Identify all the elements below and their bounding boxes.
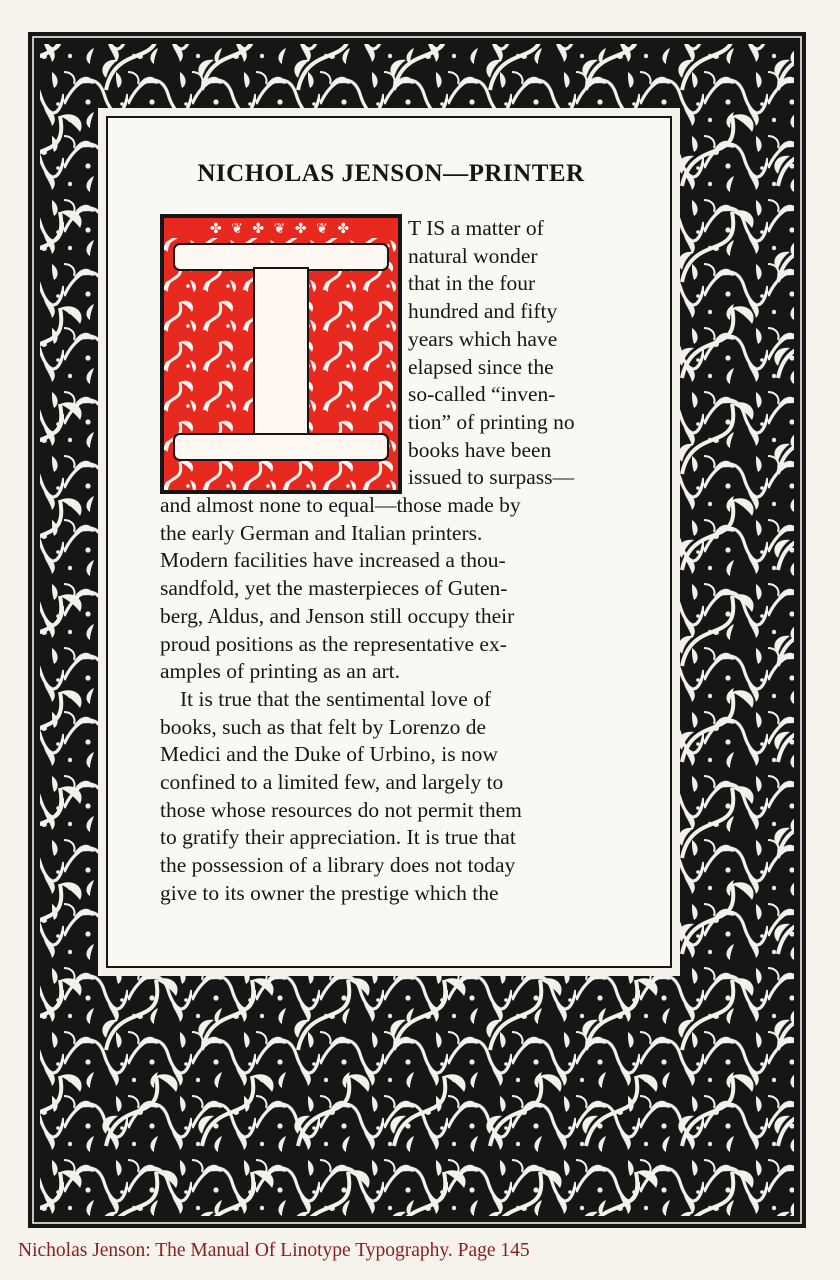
text-line: that in the four <box>408 271 536 296</box>
text-line: give to its owner the prestige which the <box>160 880 499 905</box>
text-line: the possession of a library does not today <box>160 853 516 878</box>
text-panel <box>106 116 672 968</box>
page-caption: Nicholas Jenson: The Manual Of Linotype Typography. Page 145 <box>18 1240 530 1261</box>
text-line: amples of printing as an art. <box>160 659 401 684</box>
text-line: to gratify their appreciation. It is true that <box>160 825 516 850</box>
text-line: so-called “inven- <box>408 382 556 407</box>
text-line: elapsed since the <box>408 354 554 379</box>
text-line: berg, Aldus, and Jenson still occupy their <box>160 603 515 628</box>
page-heading: NICHOLAS JENSON—PRINTER <box>197 160 585 187</box>
text-line: hundred and fifty <box>408 299 558 324</box>
svg-text:✤ ❦ ✤ ❦ ✤ ❦ ✤: ✤ ❦ ✤ ❦ ✤ ❦ ✤ <box>209 222 353 237</box>
text-line: sandfold, yet the masterpieces of Guten- <box>160 576 508 601</box>
text-line: the early German and Italian printers. <box>160 520 483 545</box>
text-line: Modern facilities have increased a thou- <box>160 548 506 573</box>
drop-cap-letter: I <box>280 374 282 375</box>
text-line: books have been <box>408 437 552 462</box>
text-line: issued to surpass— <box>408 465 575 490</box>
text-line: confined to a limited few, and largely to <box>160 770 504 794</box>
text-line: tion” of printing no <box>408 409 575 434</box>
text-line: Medici and the Duke of Urbino, is now <box>160 742 498 767</box>
text-line: natural wonder <box>408 243 538 268</box>
illuminated-initial <box>160 214 402 494</box>
text-line: those whose resources do not permit them <box>160 797 522 822</box>
text-line: years which have <box>408 326 558 351</box>
text-line: and almost none to equal—those made by <box>160 493 521 517</box>
text-line: T IS a matter of <box>408 216 544 240</box>
text-line: proud positions as the representative ex- <box>160 631 507 656</box>
text-line: It is true that the sentimental love of <box>180 686 492 711</box>
text-line: books, such as that felt by Lorenzo de <box>160 714 486 739</box>
